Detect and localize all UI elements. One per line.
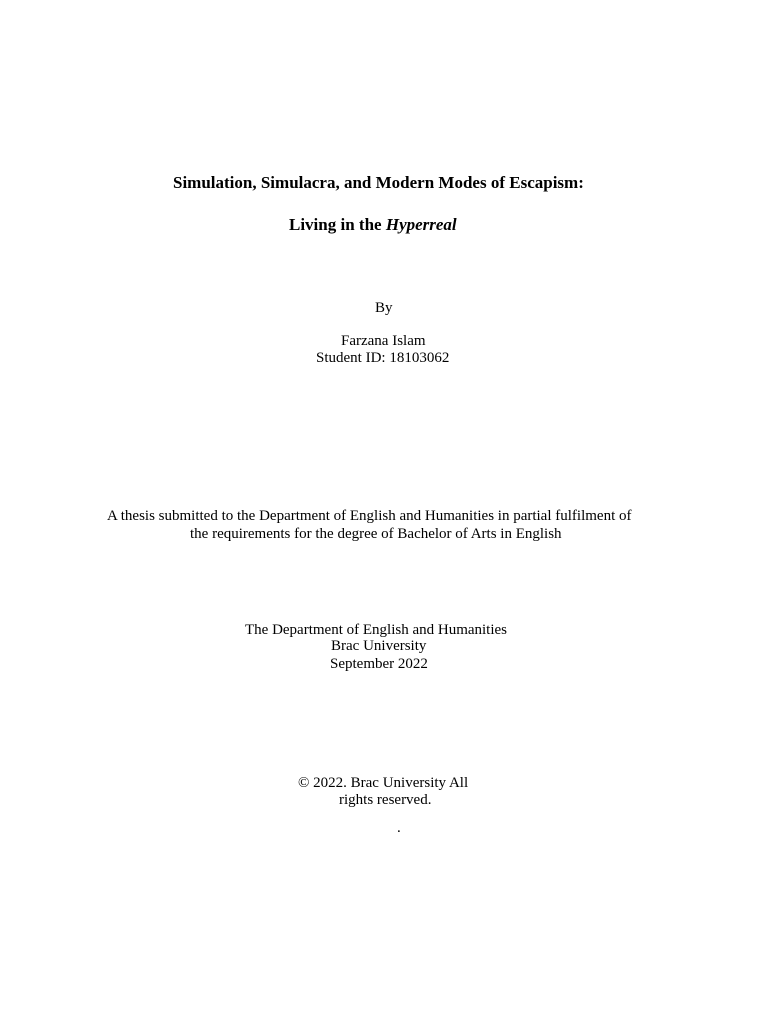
student-id: Student ID: 18103062 xyxy=(316,350,450,366)
department-name: The Department of English and Humanities xyxy=(245,622,508,638)
copyright-line-2: rights reserved. xyxy=(339,792,432,808)
trailing-mark: . xyxy=(397,820,401,836)
university-name: Brac University xyxy=(331,638,427,654)
thesis-title-prefix: Living in the xyxy=(289,215,386,234)
copyright-line-1: © 2022. Brac University All xyxy=(298,775,469,791)
submission-date: September 2022 xyxy=(330,656,428,672)
thesis-title-line-1: Simulation, Simulacra, and Modern Modes of Escapism: xyxy=(173,173,584,192)
thesis-title-italic: Hyperreal xyxy=(385,215,457,234)
thesis-statement-line-2: the requirements for the degree of Bachelor of Arts in English xyxy=(190,526,562,542)
thesis-title-line-2 xyxy=(289,215,457,235)
by-label: By xyxy=(375,300,393,316)
author-name: Farzana Islam xyxy=(341,333,426,349)
thesis-statement-line-1: A thesis submitted to the Department of English and Humanities in partial fulfilment of xyxy=(107,508,632,524)
